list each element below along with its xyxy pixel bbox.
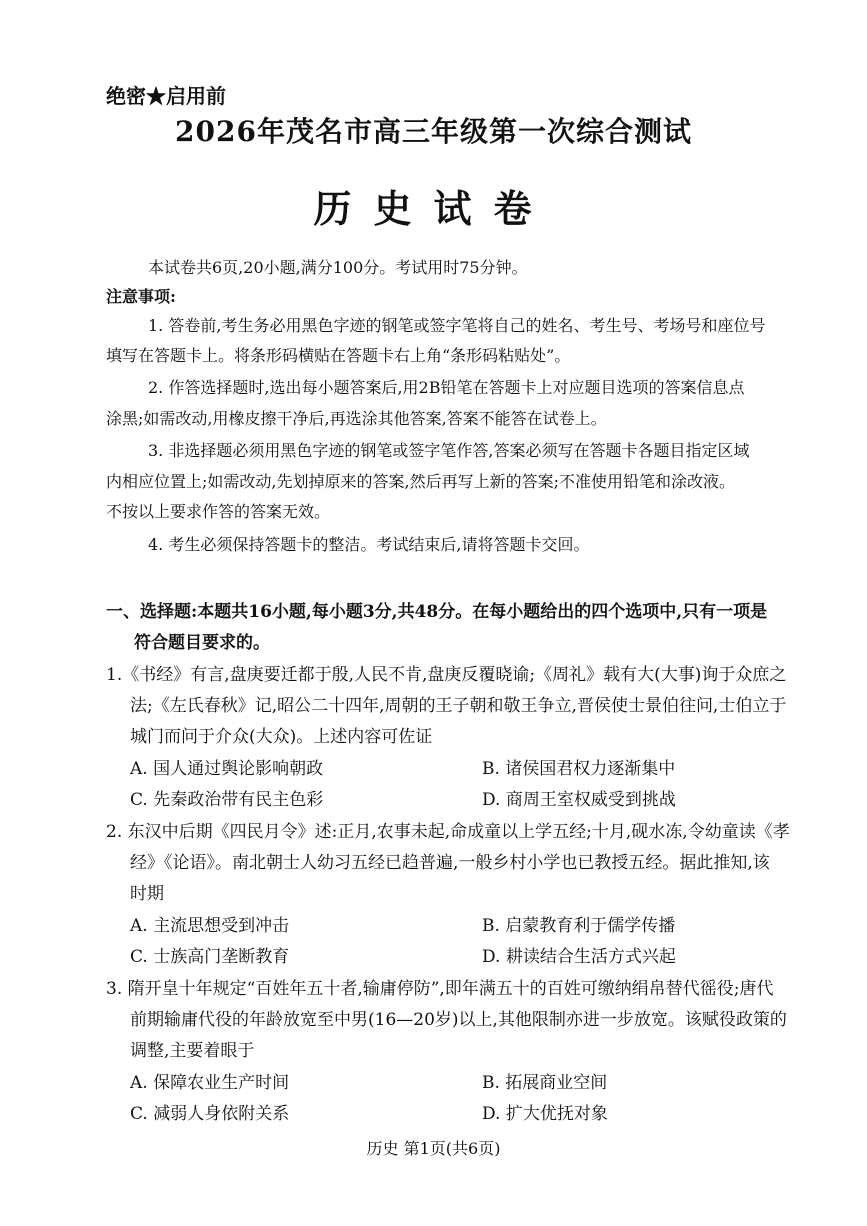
question-3-option-d: D. 扩大优抚对象 xyxy=(482,1104,608,1124)
question-3-option-a: A. 保障农业生产时间 xyxy=(130,1073,290,1093)
notice-item-3-line-1: 3. 非选择题必须用黑色字迹的钢笔或签字笔作答,答案必须写在答题卡各题目指定区域 xyxy=(148,441,750,460)
question-2-option-c: C. 士族高门垄断教育 xyxy=(130,947,290,967)
section-1-heading-cont: 符合题目要求的。 xyxy=(134,633,270,653)
confidential-mark: 绝密★启用前 xyxy=(106,84,226,108)
notice-item-1-line-2: 填写在答题卡上。将条形码横贴在答题卡右上角“条形码粘贴处”。 xyxy=(106,346,571,365)
question-1-line-2: 法;《左氏春秋》记,昭公二十四年,周朝的王子朝和敬王争立,晋侯使士景伯往问,士伯立于 xyxy=(130,696,787,716)
question-2-line-2: 经》《论语》。南北朝士人幼习五经已趋普遍,一般乡村小学也已教授五经。据此推知,该 xyxy=(130,853,770,873)
question-1-line-1: 1.《书经》有言,盘庚要迁都于殷,人民不肯,盘庚反覆晓谕;《周礼》载有大(大事)询于众庶之 xyxy=(106,665,787,685)
notice-item-1-line-1: 1. 答卷前,考生务必用黑色字迹的钢笔或签字笔将自己的姓名、考生号、考场号和座位号 xyxy=(148,316,766,335)
notice-item-3-line-3: 不按以上要求作答的答案无效。 xyxy=(106,502,331,521)
question-1-option-b: B. 诸侯国君权力逐渐集中 xyxy=(482,759,676,779)
question-3-line-1: 3. 隋开皇十年规定“百姓年五十者,输庸停防”,即年满五十的百姓可缴纳绢帛替代徭役;唐代 xyxy=(106,979,774,999)
exam-title: 2026年茂名市高三年级第一次综合测试 xyxy=(175,115,692,148)
question-1-option-a: A. 国人通过舆论影响朝政 xyxy=(130,759,324,779)
question-2-option-d: D. 耕读结合生活方式兴起 xyxy=(482,947,676,967)
notice-heading: 注意事项: xyxy=(106,287,176,306)
notice-item-2-line-2: 涂黑;如需改动,用橡皮擦干净后,再选涂其他答案,答案不能答在试卷上。 xyxy=(106,409,607,428)
question-3-line-3: 调整,主要着眼于 xyxy=(130,1041,255,1061)
question-1-option-d: D. 商周王室权威受到挑战 xyxy=(482,790,676,810)
question-3-line-2: 前期输庸代役的年龄放宽至中男(16—20岁)以上,其他限制亦进一步放宽。该赋役政策的 xyxy=(130,1010,787,1030)
question-3-option-c: C. 减弱人身依附关系 xyxy=(130,1104,290,1124)
notice-item-3-line-2: 内相应位置上;如需改动,先划掉原来的答案,然后再写上新的答案;不准使用铅笔和涂改液。 xyxy=(106,472,735,491)
section-1-heading: 一、选择题:本题共16小题,每小题3分,共48分。在每小题给出的四个选项中,只有一项是 xyxy=(106,602,768,622)
page-footer: 历史 第1页(共6页) xyxy=(366,1139,501,1158)
subject-title: 历史试卷 xyxy=(313,186,554,231)
question-2-line-1: 2. 东汉中后期《四民月令》述:正月,农事未起,命成童以上学五经;十月,砚水冻,令幼童读《孝 xyxy=(106,822,790,842)
question-1-option-c: C. 先秦政治带有民主色彩 xyxy=(130,790,324,810)
question-2-option-b: B. 启蒙教育利于儒学传播 xyxy=(482,916,676,936)
notice-item-4: 4. 考生必须保持答题卡的整洁。考试结束后,请将答题卡交回。 xyxy=(148,535,590,554)
notice-item-2-line-1: 2. 作答选择题时,选出每小题答案后,用2B铅笔在答题卡上对应题目选项的答案信息点 xyxy=(148,378,745,397)
exam-intro: 本试卷共6页,20小题,满分100分。考试用时75分钟。 xyxy=(148,258,528,277)
question-3-option-b: B. 拓展商业空间 xyxy=(482,1073,608,1093)
question-2-line-3: 时期 xyxy=(130,884,164,904)
question-1-line-3: 城门而问于介众(大众)。上述内容可佐证 xyxy=(130,727,433,747)
question-2-option-a: A. 主流思想受到冲击 xyxy=(130,916,290,936)
